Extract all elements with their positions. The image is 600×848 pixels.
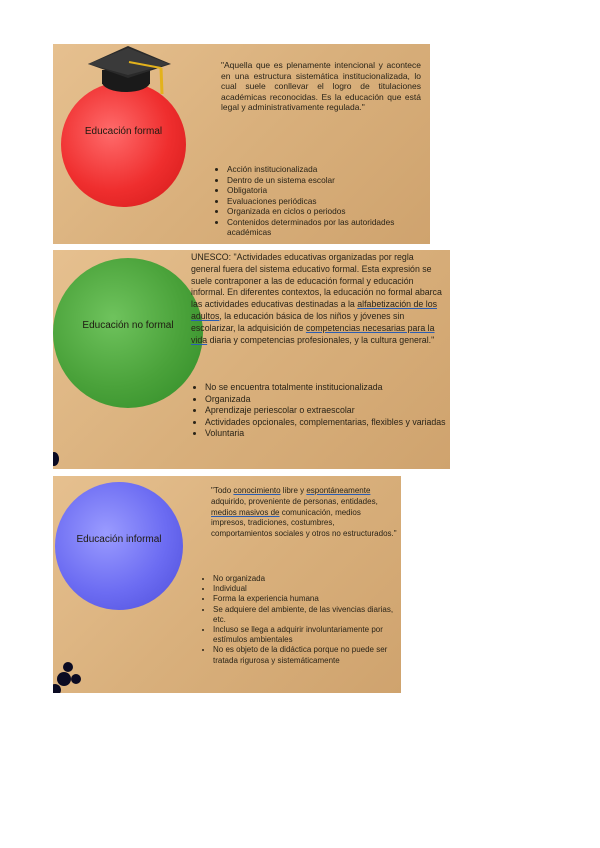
list-item: • Acción institucionalizada xyxy=(227,164,427,175)
quote-text: , la educación básica de los niños y jóvenes sin escolarizar, la adquisición de xyxy=(191,310,405,333)
bullet-list-no-formal xyxy=(193,382,450,440)
underlined-phrase: conocimiento xyxy=(233,486,281,495)
underlined-phrase: alfabetización de los adultos xyxy=(191,299,437,321)
decorative-blob xyxy=(71,674,81,684)
quote-text: comunicación, medios impresos, tradiciones, costumbres, comportamientos sociales y otros no estructurados." xyxy=(211,507,397,539)
slide-educacion-no-formal xyxy=(53,250,450,469)
decorative-blob xyxy=(53,684,61,693)
list-item: • Actividades opcionales, complementarias, flexibles y variadas xyxy=(205,417,450,429)
list-item: • Contenidos determinados por las autoridades académicas xyxy=(227,217,427,238)
quote-no-formal xyxy=(191,252,445,346)
list-item: • Dentro de un sistema escolar xyxy=(227,175,427,186)
list-item: • Aprendizaje periescolar o extraescolar xyxy=(205,405,450,417)
list-item: • Obligatoria xyxy=(227,185,427,196)
quote-text: "Todo xyxy=(211,486,234,495)
list-item: • Individual xyxy=(213,584,401,594)
circle-label-formal: Educación formal xyxy=(84,126,163,137)
slide-educacion-formal xyxy=(53,44,430,244)
list-item: • Organizada en ciclos o periodos xyxy=(227,206,427,217)
quote-text: adquirido, proveniente de personas, entidades, xyxy=(211,496,378,506)
circle-label-no-formal: Educación no formal xyxy=(82,320,174,331)
quote-informal xyxy=(211,486,397,540)
circle-label-informal: Educación informal xyxy=(76,534,162,545)
list-item: • Se adquiere del ambiente, de las vivencias diarias, etc. xyxy=(213,605,401,625)
list-item: • Incluso se llega a adquirir involuntariamente por estímulos ambientales xyxy=(213,625,401,645)
list-item: • No organizada xyxy=(213,574,401,584)
underlined-phrase: competencias necesarias para la vida xyxy=(191,322,435,345)
list-item: • Forma la experiencia humana xyxy=(213,594,401,604)
bullet-list-informal xyxy=(201,574,401,666)
underlined-phrase: espontáneamente xyxy=(306,486,371,495)
green-circle xyxy=(53,258,203,408)
list-item: • Organizada xyxy=(205,394,450,406)
slide-educacion-informal xyxy=(53,476,401,693)
quote-text: libre y xyxy=(280,486,307,495)
decorative-blob xyxy=(63,662,73,672)
quote-text: UNESCO: "Actividades educativas organizadas por regla general fuera del sistema educativo formal. Esta expresión se suele contraponer a las de educación formal y educación informal. En diferentes contextos, la educación no formal abarca las actividades educativas destinadas a la xyxy=(191,252,442,310)
blue-circle xyxy=(55,482,183,610)
decorative-blob xyxy=(57,672,71,686)
bullet-list-formal xyxy=(215,164,427,238)
quote-formal: "Aquella que es plenamente intencional y acontece en una estructura sistemática institucionalizada, lo cual suele conllevar el logro de titulaciones académicas reconocidas. Es la educación que está legal y administrativamente regulada." xyxy=(221,60,421,112)
list-item: • Voluntaria xyxy=(205,428,450,440)
decorative-blob xyxy=(53,452,59,466)
list-item: • No se encuentra totalmente institucionalizada xyxy=(205,382,450,394)
list-item: • Evaluaciones periódicas xyxy=(227,196,427,207)
list-item: • No es objeto de la didáctica porque no puede ser tratada rigurosa y sistemáticamente xyxy=(213,645,401,665)
quote-text: diaria y competencias profesionales, y la cultura general." xyxy=(207,334,435,345)
underlined-phrase: medios masivos de xyxy=(211,507,280,517)
graduation-cap-icon xyxy=(83,44,173,104)
